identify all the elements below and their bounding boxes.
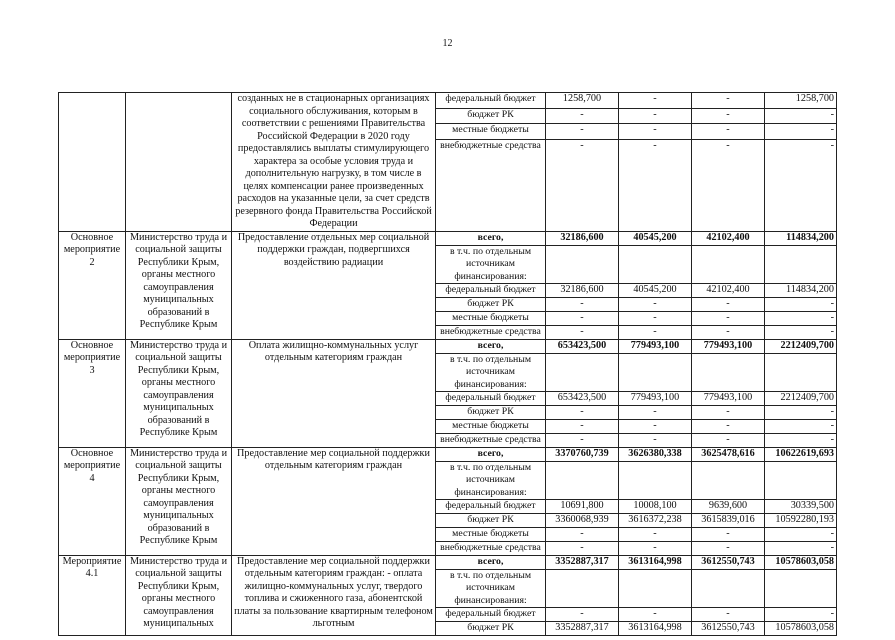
amount-cell: - (619, 434, 692, 448)
amount-cell: - (546, 124, 619, 140)
amount-cell: 2212409,700 (765, 392, 837, 406)
amount-cell: 779493,100 (619, 392, 692, 406)
amount-cell: - (546, 108, 619, 124)
funding-source-cell: всего, (436, 231, 546, 245)
funding-source-cell: федеральный бюджет (436, 284, 546, 298)
amount-cell: - (546, 420, 619, 434)
activity-description-cell: Оплата жилищно-коммунальных услуг отдельным категориям граждан (232, 339, 436, 447)
funding-source-cell: бюджет РК (436, 406, 546, 420)
amount-cell: - (765, 124, 837, 140)
amount-cell: 653423,500 (546, 392, 619, 406)
funding-source-cell: местные бюджеты (436, 124, 546, 140)
table-row (59, 555, 837, 569)
amount-cell: - (546, 406, 619, 420)
activity-code-cell: Основное мероприятие 4 (59, 447, 126, 555)
amount-cell: 3625478,616 (692, 447, 765, 461)
activity-description-cell: Предоставление мер социальной поддержки отдельным категориям граждан (232, 447, 436, 555)
funding-source-cell: в т.ч. по отдельным источникам финансирования: (436, 353, 546, 392)
amount-cell: - (765, 298, 837, 312)
executor-cell: Министерство труда и социальной защиты Республики Крым, органы местного самоуправления муниципальных образований в Республике Крым (126, 339, 232, 447)
amount-cell: 3613164,998 (619, 555, 692, 569)
amount-cell: 3616372,238 (619, 514, 692, 528)
amount-cell: - (546, 298, 619, 312)
amount-cell: - (765, 139, 837, 231)
amount-cell: - (619, 542, 692, 556)
funding-source-cell: бюджет РК (436, 514, 546, 528)
amount-cell: - (619, 608, 692, 622)
amount-cell (546, 245, 619, 284)
funding-source-cell: внебюджетные средства (436, 542, 546, 556)
funding-source-cell: бюджет РК (436, 108, 546, 124)
amount-cell: 40545,200 (619, 284, 692, 298)
table-row (59, 93, 837, 109)
funding-source-cell: федеральный бюджет (436, 608, 546, 622)
amount-cell: - (546, 434, 619, 448)
amount-cell: - (765, 608, 837, 622)
amount-cell: 779493,100 (619, 339, 692, 353)
funding-source-cell: всего, (436, 339, 546, 353)
executor-cell: Министерство труда и социальной защиты Республики Крым, органы местного самоуправления муниципальных образований в Республике Крым (126, 231, 232, 339)
funding-source-cell: местные бюджеты (436, 420, 546, 434)
activity-description-cell: Предоставление мер социальной поддержки отдельным категориям граждан: - оплата жилищно-коммунальных услуг, твердого топлива и сжиженного газа, абонентской платы за пользование квартирным телефоном льготным (232, 555, 436, 635)
amount-cell: 653423,500 (546, 339, 619, 353)
amount-cell: - (619, 139, 692, 231)
amount-cell (765, 353, 837, 392)
amount-cell: - (692, 528, 765, 542)
amount-cell: 42102,400 (692, 284, 765, 298)
funding-source-cell: в т.ч. по отдельным источникам финансирования: (436, 461, 546, 500)
amount-cell (692, 569, 765, 608)
amount-cell: - (692, 542, 765, 556)
amount-cell: 779493,100 (692, 339, 765, 353)
amount-cell: 10622619,693 (765, 447, 837, 461)
amount-cell: - (765, 434, 837, 448)
amount-cell: - (765, 326, 837, 340)
amount-cell (765, 569, 837, 608)
funding-source-cell: бюджет РК (436, 621, 546, 635)
amount-cell: - (692, 312, 765, 326)
amount-cell: 32186,600 (546, 231, 619, 245)
funding-source-cell: местные бюджеты (436, 312, 546, 326)
amount-cell: 10578603,058 (765, 621, 837, 635)
amount-cell: 32186,600 (546, 284, 619, 298)
funding-source-cell: в т.ч. по отдельным источникам финансирования: (436, 245, 546, 284)
amount-cell: - (619, 108, 692, 124)
amount-cell: - (546, 528, 619, 542)
amount-cell: - (692, 124, 765, 140)
amount-cell: - (546, 326, 619, 340)
table-row (59, 447, 837, 461)
amount-cell: - (546, 139, 619, 231)
amount-cell: 10578603,058 (765, 555, 837, 569)
amount-cell: - (619, 528, 692, 542)
amount-cell: 10691,800 (546, 500, 619, 514)
funding-source-cell: всего, (436, 447, 546, 461)
amount-cell (546, 353, 619, 392)
activity-code-cell: Мероприятие 4.1 (59, 555, 126, 635)
amount-cell: - (692, 108, 765, 124)
amount-cell: - (692, 93, 765, 109)
amount-cell: 114834,200 (765, 284, 837, 298)
activity-description-cell: Предоставление отдельных мер социальной поддержки граждан, подвергшихся воздействию радиации (232, 231, 436, 339)
amount-cell: 10592280,193 (765, 514, 837, 528)
funding-source-cell: внебюджетные средства (436, 139, 546, 231)
amount-cell: - (619, 326, 692, 340)
amount-cell: 3626380,338 (619, 447, 692, 461)
amount-cell: - (765, 312, 837, 326)
amount-cell: 114834,200 (765, 231, 837, 245)
amount-cell: - (692, 139, 765, 231)
activity-code-cell (59, 93, 126, 232)
amount-cell: - (692, 434, 765, 448)
amount-cell: 1258,700 (546, 93, 619, 109)
activity-description-cell: созданных не в стационарных организациях социального обслуживания, которым в соответствии с решениями Правительства Российской Федерации в 2020 году предоставлялись выплаты стимулирующего характера за особые условия труда и дополнительную нагрузку, в том числе в целях компенсации ранее произведенных расходов на указанные цели, за счет средств резервного фонда Правительства Российской Федерации (232, 93, 436, 232)
amount-cell (692, 245, 765, 284)
amount-cell: - (765, 542, 837, 556)
amount-cell: 3352887,317 (546, 621, 619, 635)
amount-cell (546, 461, 619, 500)
activity-code-cell: Основное мероприятие 3 (59, 339, 126, 447)
amount-cell (692, 461, 765, 500)
funding-source-cell: бюджет РК (436, 298, 546, 312)
table-row (59, 231, 837, 245)
amount-cell: - (692, 298, 765, 312)
amount-cell: - (619, 406, 692, 420)
amount-cell: 3360068,939 (546, 514, 619, 528)
amount-cell: 1258,700 (765, 93, 837, 109)
funding-source-cell: внебюджетные средства (436, 326, 546, 340)
amount-cell: - (765, 406, 837, 420)
amount-cell (619, 461, 692, 500)
amount-cell: - (619, 420, 692, 434)
amount-cell (765, 461, 837, 500)
amount-cell: - (619, 312, 692, 326)
executor-cell: Министерство труда и социальной защиты Республики Крым, органы местного самоуправления муниципальных образований в Республике Крым (126, 447, 232, 555)
amount-cell (765, 245, 837, 284)
amount-cell: 3352887,317 (546, 555, 619, 569)
amount-cell (619, 353, 692, 392)
funding-source-cell: федеральный бюджет (436, 500, 546, 514)
activity-code-cell: Основное мероприятие 2 (59, 231, 126, 339)
amount-cell: - (619, 93, 692, 109)
amount-cell: 40545,200 (619, 231, 692, 245)
amount-cell (692, 353, 765, 392)
amount-cell: 3370760,739 (546, 447, 619, 461)
funding-source-cell: внебюджетные средства (436, 434, 546, 448)
executor-cell: Министерство труда и социальной защиты Республики Крым, органы местного самоуправления муниципальных (126, 555, 232, 635)
amount-cell: 42102,400 (692, 231, 765, 245)
amount-cell: - (692, 420, 765, 434)
amount-cell: - (619, 298, 692, 312)
amount-cell: 10008,100 (619, 500, 692, 514)
amount-cell: 3612550,743 (692, 555, 765, 569)
amount-cell: 3612550,743 (692, 621, 765, 635)
funding-source-cell: в т.ч. по отдельным источникам финансирования: (436, 569, 546, 608)
amount-cell: 2212409,700 (765, 339, 837, 353)
amount-cell: - (546, 542, 619, 556)
amount-cell (546, 569, 619, 608)
amount-cell (619, 569, 692, 608)
amount-cell: - (765, 420, 837, 434)
funding-source-cell: федеральный бюджет (436, 93, 546, 109)
amount-cell (619, 245, 692, 284)
amount-cell: - (692, 326, 765, 340)
amount-cell: 30339,500 (765, 500, 837, 514)
amount-cell: 779493,100 (692, 392, 765, 406)
funding-source-cell: федеральный бюджет (436, 392, 546, 406)
table-row (59, 339, 837, 353)
amount-cell: 3613164,998 (619, 621, 692, 635)
funding-source-cell: всего, (436, 555, 546, 569)
amount-cell: - (692, 406, 765, 420)
amount-cell: 3615839,016 (692, 514, 765, 528)
amount-cell: - (765, 108, 837, 124)
amount-cell: - (546, 608, 619, 622)
amount-cell: - (765, 528, 837, 542)
amount-cell: - (546, 312, 619, 326)
funding-source-cell: местные бюджеты (436, 528, 546, 542)
budget-table (58, 92, 837, 636)
amount-cell: 9639,600 (692, 500, 765, 514)
amount-cell: - (619, 124, 692, 140)
amount-cell: - (692, 608, 765, 622)
executor-cell (126, 93, 232, 232)
page-number: 12 (442, 38, 453, 49)
